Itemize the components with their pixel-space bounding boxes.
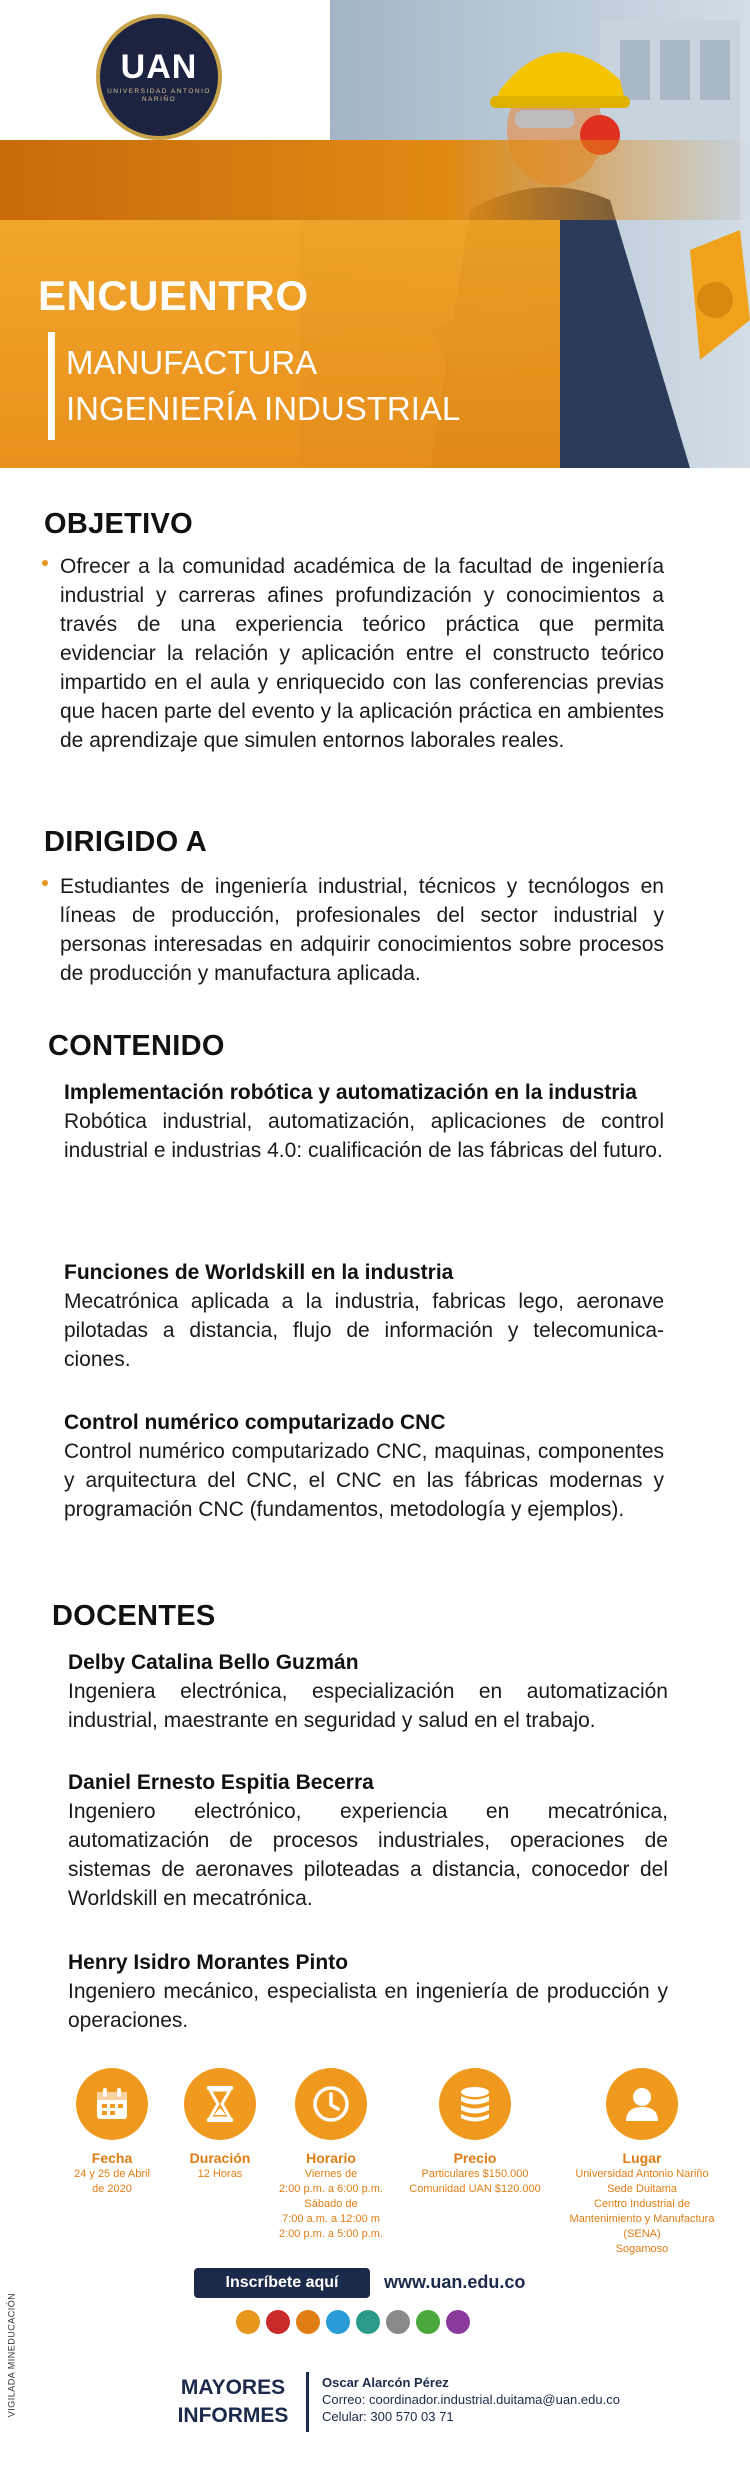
mayores-informes xyxy=(170,2374,296,2430)
color-dot xyxy=(386,2310,410,2334)
lugar-line: Sede Duitama xyxy=(607,2183,677,2195)
lugar-line: Universidad Antonio Nariño xyxy=(575,2168,709,2180)
lugar-line: (SENA) xyxy=(623,2228,661,2240)
contact-email[interactable]: Correo: coordinador.industrial.duitama@uan.edu.co xyxy=(322,2392,620,2407)
info-fecha xyxy=(52,2068,172,2196)
contenido-item xyxy=(64,1408,664,1524)
info-duracion xyxy=(160,2068,280,2181)
uan-logo xyxy=(96,14,222,140)
dirigido-block xyxy=(46,872,664,988)
mayores-line2: INFORMES xyxy=(177,2404,289,2427)
contenido-heading: CONTENIDO xyxy=(48,1030,225,1062)
docentes-heading: DOCENTES xyxy=(52,1600,216,1632)
event-subtitle-line2: INGENIERÍA INDUSTRIAL xyxy=(66,390,461,427)
docente-name: Henry Isidro Morantes Pinto xyxy=(68,1951,349,1974)
calendar-icon xyxy=(76,2068,148,2140)
color-dot xyxy=(266,2310,290,2334)
bullet-icon xyxy=(42,560,48,566)
lugar-label: Lugar xyxy=(622,2150,662,2166)
docente-item xyxy=(68,1948,668,2035)
fecha-label: Fecha xyxy=(91,2150,133,2166)
contact-divider xyxy=(306,2372,309,2432)
objetivo-text: Ofrecer a la comunidad académica de la facultad de ingeniería industrial y carreras afines profundización y conocimientos a través de una experiencia teórico práctica que permita evidenciar la relación y aplicación entre el constructo teórico impartido en el aula y enriquecido con las conferencias previas que hacen parte del evento y la aplicación práctica en ambientes de aprendizaje que simulen entornos laborales reales. xyxy=(60,555,664,752)
precio-line: Particulares $150.000 xyxy=(421,2168,529,2180)
hero-banner xyxy=(0,0,750,468)
horario-label: Horario xyxy=(306,2150,356,2166)
contact-name: Oscar Alarcón Pérez xyxy=(322,2375,449,2390)
event-title: ENCUENTRO xyxy=(38,272,309,319)
horario-line: Sábado de xyxy=(304,2198,358,2210)
vigilada-mineducacion xyxy=(2,2280,20,2430)
precio-line: Comunidad UAN $120.000 xyxy=(409,2183,541,2195)
hourglass-icon xyxy=(184,2068,256,2140)
horario-line: 7:00 a.m. a 12:00 m xyxy=(282,2213,380,2225)
logo-text: UAN xyxy=(120,48,198,87)
objetivo-heading: OBJETIVO xyxy=(44,508,194,540)
color-dot xyxy=(446,2310,470,2334)
color-dots xyxy=(236,2310,470,2334)
title-accent-bar xyxy=(48,332,55,440)
hero-orange-band xyxy=(0,140,750,220)
precio-label: Precio xyxy=(453,2150,497,2166)
color-dot xyxy=(416,2310,440,2334)
color-dot xyxy=(296,2310,320,2334)
docente-name: Delby Catalina Bello Guzmán xyxy=(68,1651,359,1674)
horario-line: 2:00 p.m. a 6:00 p.m. xyxy=(279,2183,383,2195)
color-dot xyxy=(356,2310,380,2334)
color-dot xyxy=(326,2310,350,2334)
lugar-line: Sogamoso xyxy=(615,2243,669,2255)
clock-icon xyxy=(295,2068,367,2140)
contenido-item-title: Control numérico computarizado CNC xyxy=(64,1411,446,1434)
person-icon xyxy=(606,2068,678,2140)
contenido-item-title: Implementación robótica y automatización en la industria xyxy=(64,1081,637,1104)
lugar-line: Centro Industrial de xyxy=(594,2198,690,2210)
color-dot xyxy=(236,2310,260,2334)
info-horario xyxy=(268,2068,394,2241)
horario-line: Viernes de xyxy=(304,2168,358,2180)
contenido-item-title: Funciones de Worldskill en la industria xyxy=(64,1261,454,1284)
coins-icon xyxy=(439,2068,511,2140)
docente-text: Ingeniero mecánico, especialista en ingeniería de producción y operaciones. xyxy=(68,1980,668,2032)
duracion-label: Duración xyxy=(189,2150,251,2166)
dirigido-heading: DIRIGIDO A xyxy=(44,826,208,858)
fecha-line: 24 y 25 de Abril xyxy=(74,2168,150,2180)
website-link[interactable]: www.uan.edu.co xyxy=(384,2272,526,2292)
docente-text: Ingeniera electrónica, especialización en automatización industrial, maestrante en seguridad y salud en el trabajo. xyxy=(68,1680,668,1732)
contenido-item xyxy=(64,1258,664,1374)
contact-info xyxy=(322,2374,620,2425)
docente-item xyxy=(68,1648,668,1735)
info-lugar xyxy=(552,2068,732,2256)
inscribete-button[interactable]: Inscríbete aquí xyxy=(194,2268,370,2298)
contenido-item-text: Control numérico computarizado CNC, maquinas, componentes y arquitectura del CNC, el CNC en las fábricas modernas y programación CNC (fundamentos, metodología y ejemplos). xyxy=(64,1440,664,1521)
docente-text: Ingeniero electrónico, experiencia en mecatrónica, automatización de procesos industriales, operaciones de sistemas de aeronaves piloteadas a distancia, conocedor del Worldskill en mecatrónica. xyxy=(68,1800,668,1910)
info-precio xyxy=(398,2068,552,2196)
logo-subtext: UNIVERSIDAD ANTONIO NARIÑO xyxy=(107,88,211,103)
objetivo-block xyxy=(46,552,664,755)
contenido-item-text: Robótica industrial, automatización, aplicaciones de control industrial e industrias 4.0: cualificación de las fábricas del futuro. xyxy=(64,1110,664,1162)
vigilada-text: VIGILADA MINEDUCACIÓN xyxy=(6,2292,16,2418)
horario-line: 2:00 p.m. a 5:00 p.m. xyxy=(279,2228,383,2240)
event-subtitle-line1: MANUFACTURA xyxy=(66,344,318,381)
contact-phone: Celular: 300 570 03 71 xyxy=(322,2409,454,2424)
duracion-line: 12 Horas xyxy=(197,2168,243,2180)
bullet-icon xyxy=(42,880,48,886)
docente-item xyxy=(68,1768,668,1913)
fecha-line: de 2020 xyxy=(92,2183,132,2195)
mayores-line1: MAYORES xyxy=(180,2376,286,2399)
lugar-line: Mantenimiento y Manufactura xyxy=(569,2213,715,2225)
contenido-item xyxy=(64,1078,664,1165)
contenido-item-text: Mecatrónica aplicada a la industria, fabricas lego, aeronave pilotadas a distancia, flujo de información y telecomunica-ciones. xyxy=(64,1290,664,1371)
docente-name: Daniel Ernesto Espitia Becerra xyxy=(68,1771,374,1794)
dirigido-text: Estudiantes de ingeniería industrial, técnicos y tecnólogos en líneas de producción, profesionales del sector industrial y personas interesadas en adquirir conocimientos sobre procesos de producción y manufactura aplicada. xyxy=(60,875,664,985)
